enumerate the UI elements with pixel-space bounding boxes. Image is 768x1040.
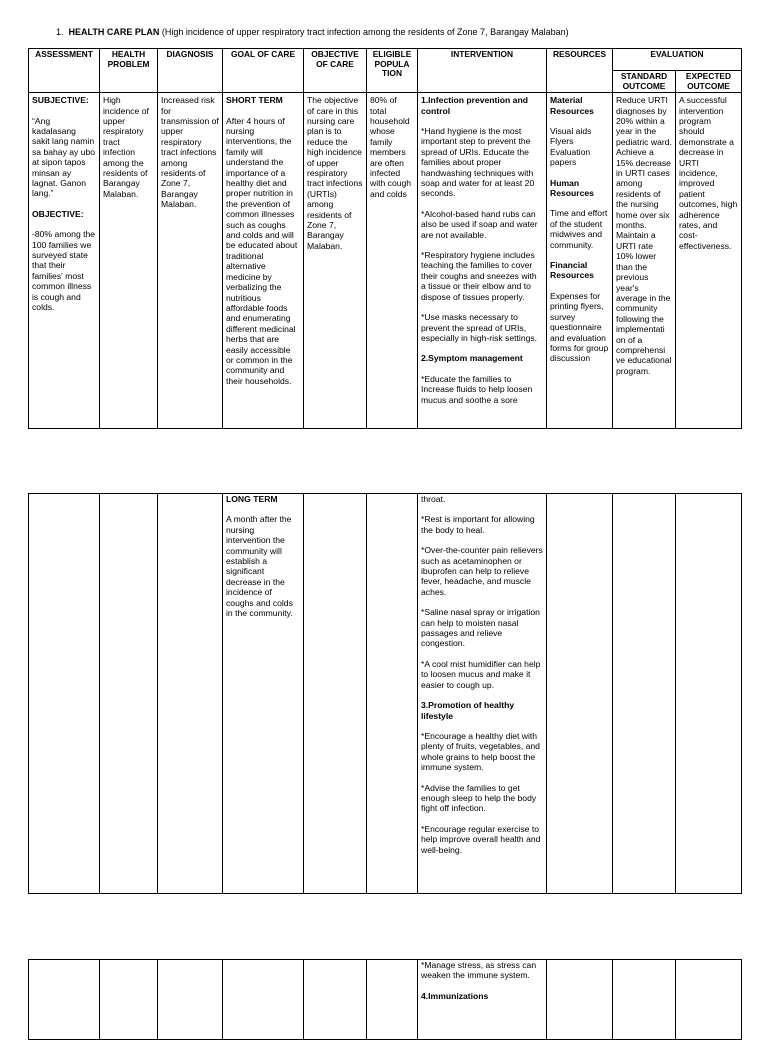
standard-outcome-cell: Reduce URTI diagnoses by 20% within a year in the pediatric ward. Achieve a 15% decrease in URTI cases among residents of the nursing home over six months. Maintain a URTI rate 10% lower than the previous year's average in the community following the implementati on of a comprehensi ve educational program. <box>613 93 676 429</box>
intervention-item: *Saline nasal spray or irrigation can help to moisten nasal passages and relieve congestion. <box>421 607 540 649</box>
goal-text: After 4 hours of nursing interventions, the family will understand the importance of a healthy diet and proper nutrition in the prevention of common illnesses such as coughs and colds and will be educated about traditional alternative medicine by verbalizing the nutritious affordable foods and enumerating different medicinal herbs that are easily accessible or common in the community and their households. <box>226 115 298 386</box>
objective-cell: The objective of care in this nursing care plan is to reduce the high incidence of upper respiratory tract infections (URTIs) among residents of Zone 7, Barangay Malaban. <box>304 93 367 429</box>
intervention-item: throat. <box>421 494 446 504</box>
resources-cell <box>547 494 613 894</box>
col-diagnosis: DIAGNOSIS <box>158 49 223 93</box>
objective-cell <box>304 960 367 1040</box>
eligible-cell: 80% of total household whose family members are often infected with cough and colds <box>367 93 418 429</box>
col-health-problem: HEALTH PROBLEM <box>100 49 158 93</box>
goal-cell <box>223 93 304 429</box>
health-problem-cell: High incidence of upper respiratory tract infection among the residents of Barangay Malaban. <box>100 93 158 429</box>
assessment-cell <box>29 960 100 1040</box>
expected-outcome-cell: A successful intervention program should demonstrate a decrease in URTI incidence, improved patient outcomes, high adherence rates, and cost-effectiveness. <box>676 93 742 429</box>
subjective-text: “Ang kadalasang sakit lang namin sa bahay ay ubo at sipon tapos minsan ay lagnat. Ganon lang.” <box>32 115 96 199</box>
diagnosis-cell: Increased risk for transmission of upper respiratory tract infections among residents of Zone 7, Barangay Malaban. <box>158 93 223 429</box>
diagnosis-cell <box>158 494 223 894</box>
col-assessment: ASSESSMENT <box>29 49 100 93</box>
human-text: Time and effort of the student midwives and community. <box>550 208 608 250</box>
intervention-item: *A cool mist humidifier can help to loosen mucus and make it easier to cough up. <box>421 658 541 690</box>
col-intervention: INTERVENTION <box>418 49 547 93</box>
col-standard-outcome: STANDARD OUTCOME <box>613 71 676 93</box>
health-problem-cell <box>100 494 158 894</box>
assessment-cell <box>29 494 100 894</box>
eligible-cell <box>367 960 418 1040</box>
intervention-item: *Use masks necessary to prevent the spread of URIs, especially in high-risk settings. <box>421 312 538 343</box>
intervention-cell <box>418 93 547 429</box>
intervention-cell <box>418 494 547 894</box>
intervention-heading: 3.Promotion of healthy lifestyle <box>421 700 515 721</box>
resources-cell <box>547 960 613 1040</box>
heading-title: HEALTH CARE PLAN <box>68 27 160 37</box>
intervention-item: *Manage stress, as stress can weaken the immune system. <box>421 960 537 981</box>
table-page-2 <box>28 493 741 894</box>
col-objective: OBJECTIVE OF CARE <box>304 49 367 93</box>
resources-cell <box>547 93 613 429</box>
health-problem-cell <box>100 960 158 1040</box>
goal-cell <box>223 960 304 1040</box>
objective-text: -80% among the 100 families we surveyed state that their families' most common illness is cough and colds. <box>32 229 96 313</box>
heading-number: 1. <box>56 27 64 37</box>
col-eligible: ELIGIBLE POPULA TION <box>367 49 418 93</box>
intervention-heading: 1.Infection prevention and control <box>421 95 528 116</box>
intervention-heading: 4.Immunizations <box>421 990 489 1001</box>
intervention-item: *Advise the families to get enough sleep to help the body fight off infection. <box>421 782 537 814</box>
intervention-item: *Encourage a healthy diet with plenty of fruits, vegetables, and whole grains to help boost the immune system. <box>421 730 540 773</box>
col-resources: RESOURCES <box>547 49 613 93</box>
goal-label: LONG TERM <box>226 494 278 504</box>
financial-text: Expenses for printing flyers, survey questionnaire and evaluation forms for group discussion <box>550 290 609 364</box>
subjective-label: SUBJECTIVE: <box>32 95 89 106</box>
table-page-3 <box>28 959 741 1040</box>
eligible-cell <box>367 494 418 894</box>
intervention-item: *Respiratory hygiene includes teaching the families to cover their coughs and sneezes with a tissue or their elbow and to dispose of tissues properly. <box>421 250 537 302</box>
plan-heading <box>56 27 569 37</box>
standard-outcome-cell <box>613 960 676 1040</box>
table-row <box>29 93 742 429</box>
table-row <box>29 494 742 894</box>
intervention-cell <box>418 960 547 1040</box>
objective-cell <box>304 494 367 894</box>
intervention-item: *Hand hygiene is the most important step to prevent the spread of URIs. Educate the families about proper handwashing techniques with soap and water for at least 20 seconds. <box>421 126 535 199</box>
intervention-item: *Alcohol-based hand rubs can also be used if soap and water are not available. <box>421 208 538 240</box>
standard-outcome-cell <box>613 494 676 894</box>
heading-subtitle: (High incidence of upper respiratory tract infection among the residents of Zone 7, Barangay Malaban) <box>161 27 569 37</box>
col-evaluation: EVALUATION <box>613 49 742 71</box>
expected-outcome-cell <box>676 960 742 1040</box>
intervention-item: *Rest is important for allowing the body to heal. <box>421 514 535 535</box>
goal-cell <box>223 494 304 894</box>
col-goal: GOAL OF CARE <box>223 49 304 93</box>
diagnosis-cell <box>158 960 223 1040</box>
intervention-item: *Educate the families to Increase fluids to help loosen mucus and soothe a sore <box>421 373 533 405</box>
goal-text: A month after the nursing intervention the community will establish a significant decrease in the incidence of coughs and colds in the community. <box>226 514 293 619</box>
intervention-heading: 2.Symptom management <box>421 353 523 364</box>
financial-label: Financial Resources <box>550 260 594 281</box>
col-expected-outcome: EXPECTED OUTCOME <box>676 71 742 93</box>
table-page-1 <box>28 48 741 429</box>
intervention-item: *Over-the-counter pain relievers such as acetaminophen or ibuprofen can help to relieve fever, headache, and muscle aches. <box>421 545 543 597</box>
material-label: Material Resources <box>550 95 594 116</box>
goal-label: SHORT TERM <box>226 95 283 106</box>
expected-outcome-cell <box>676 494 742 894</box>
assessment-cell <box>29 93 100 429</box>
objective-label: OBJECTIVE: <box>32 208 84 219</box>
intervention-item: *Encourage regular exercise to help improve overall health and well-being. <box>421 823 541 855</box>
human-label: Human Resources <box>550 177 594 199</box>
table-row <box>29 960 742 1040</box>
material-text: Visual aids Flyers Evaluation papers <box>550 126 592 168</box>
